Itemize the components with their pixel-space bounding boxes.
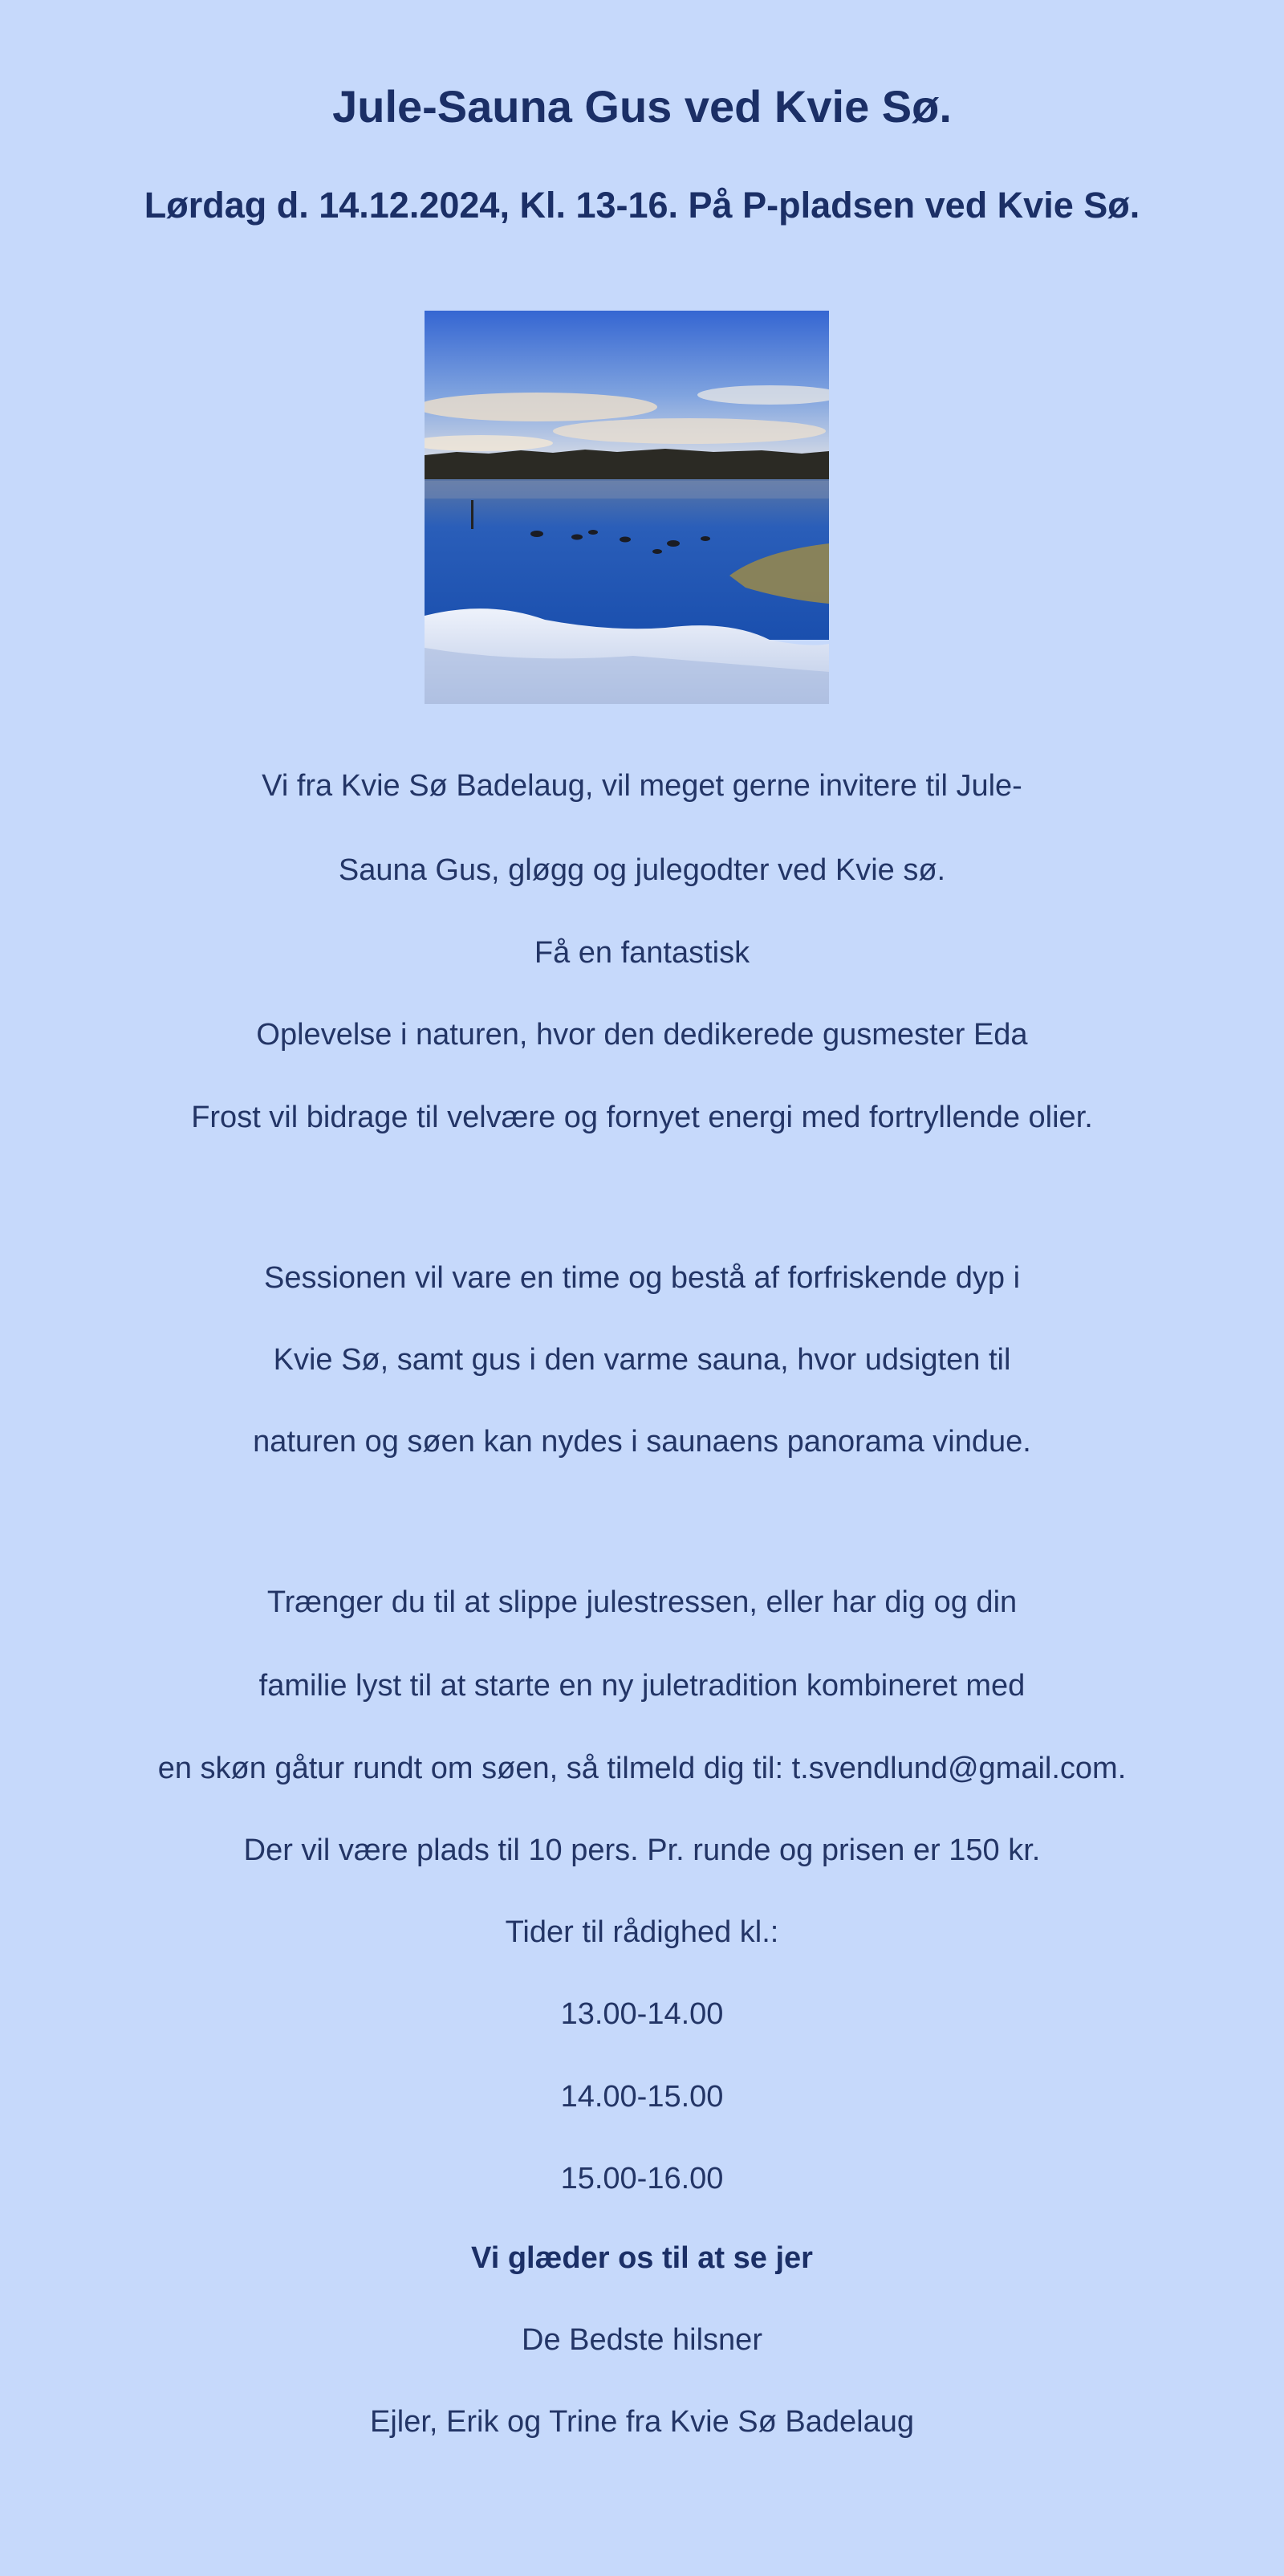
- times-label: Tider til rådighed kl.:: [505, 1915, 779, 1949]
- lake-landscape-photo: [425, 311, 829, 704]
- body-line: Vi fra Kvie Sø Badelaug, vil meget gerne invitere til Jule-: [262, 769, 1022, 803]
- body-line: Sessionen vil vare en time og bestå af forfriskende dyp i: [263, 1261, 1021, 1295]
- time-slot: 13.00-14.00: [560, 1997, 724, 2031]
- greeting: De Bedste hilsner: [522, 2323, 762, 2357]
- body-line: Oplevelse i naturen, hvor den dedikerede gusmester Eda: [256, 1018, 1028, 1052]
- body-line: Trænger du til at slippe julestressen, eller har dig og din: [266, 1585, 1018, 1619]
- price-line: Der vil være plads til 10 pers. Pr. runde og prisen er 150 kr.: [243, 1833, 1041, 1867]
- page-title: Jule-Sauna Gus ved Kvie Sø.: [332, 81, 952, 132]
- closing-statement: Vi glæder os til at se jer: [471, 2241, 813, 2275]
- time-slot: 15.00-16.00: [560, 2162, 724, 2196]
- body-line: Kvie Sø, samt gus i den varme sauna, hvor udsigten til: [273, 1343, 1011, 1377]
- time-slot: 14.00-15.00: [560, 2080, 724, 2114]
- body-line: familie lyst til at starte en ny juletradition kombineret med: [258, 1669, 1026, 1703]
- signup-email-line: en skøn gåtur rundt om søen, så tilmeld dig til: t.svendlund@gmail.com.: [157, 1752, 1127, 1785]
- body-line: Frost vil bidrage til velvære og fornyet energi med fortryllende olier.: [191, 1101, 1093, 1134]
- body-line: Sauna Gus, gløgg og julegodter ved Kvie sø.: [338, 853, 946, 887]
- body-line: Få en fantastisk: [534, 936, 750, 970]
- body-line: naturen og søen kan nydes i saunaens panorama vindue.: [253, 1425, 1031, 1459]
- event-date-location: Lørdag d. 14.12.2024, Kl. 13-16. På P-pladsen ved Kvie Sø.: [144, 185, 1140, 226]
- signature: Ejler, Erik og Trine fra Kvie Sø Badelaug: [370, 2405, 914, 2439]
